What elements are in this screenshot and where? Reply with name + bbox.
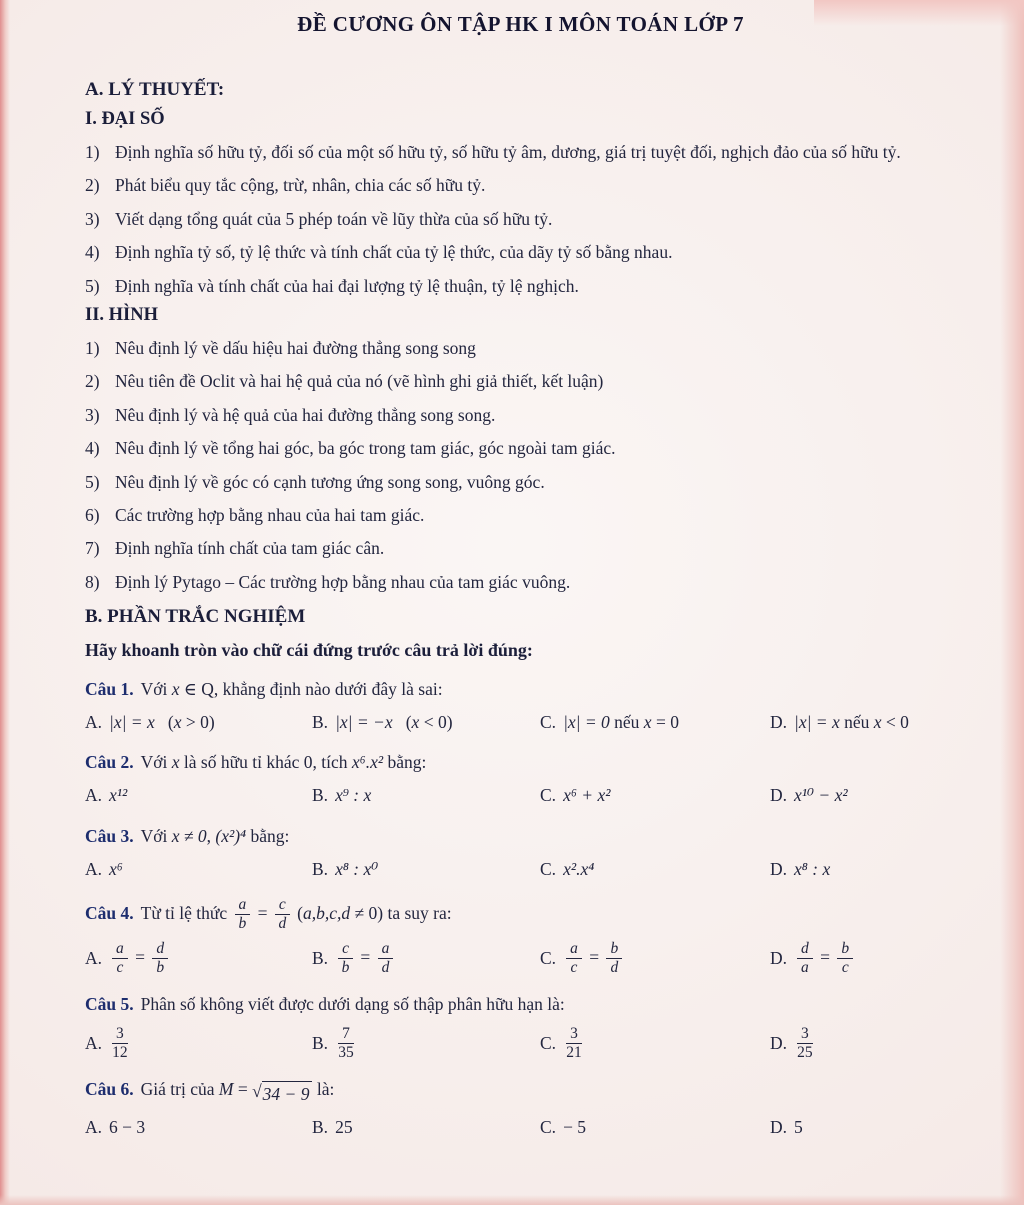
theory-item [85, 437, 956, 459]
fraction [797, 1026, 813, 1062]
geometry-list [85, 337, 956, 593]
fraction-denominator: 35 [338, 1043, 354, 1061]
choice-letter: C. [540, 1032, 557, 1053]
math-text: Với [140, 752, 172, 773]
item-number: 4) [85, 242, 100, 263]
choice-letter: A. [85, 711, 103, 732]
fraction [275, 897, 290, 933]
math-text: , [206, 825, 216, 846]
fraction-numerator: 3 [566, 1026, 582, 1044]
fraction-denominator: b [156, 959, 165, 976]
math-expression: x⁶ [109, 858, 123, 879]
math-text: > 0) [181, 711, 215, 732]
math-text: Từ tỉ lệ thức [140, 902, 232, 923]
math-text: 25 [335, 1117, 353, 1138]
square-root [252, 1081, 312, 1107]
theory-item [85, 404, 956, 426]
answer-choice [85, 784, 312, 808]
answer-choice [85, 857, 312, 881]
answer-choice [312, 710, 540, 734]
answer-choice [770, 784, 956, 808]
question-stem [85, 1077, 956, 1107]
question-label: Câu 1. [85, 679, 134, 700]
item-text: Phát biểu quy tắc cộng, trừ, nhân, chia các số hữu tỷ. [115, 175, 486, 196]
fraction [566, 1026, 582, 1062]
answer-choice [770, 710, 956, 734]
fraction-numerator: c [275, 897, 290, 915]
algebra-list [85, 141, 956, 297]
choice-content [335, 785, 371, 806]
fraction-numerator: 3 [112, 1026, 128, 1044]
choices-row [85, 710, 956, 734]
choice-letter: B. [312, 785, 329, 806]
fraction-denominator: c [116, 959, 124, 976]
fraction [837, 941, 853, 977]
choice-content [563, 859, 594, 880]
math-text: bằng: [383, 752, 427, 773]
fraction-numerator: 3 [797, 1026, 813, 1044]
choice-content [335, 1026, 357, 1062]
question-text [141, 679, 443, 699]
fraction [797, 941, 813, 977]
choice-letter: A. [85, 858, 103, 879]
choice-letter: A. [85, 1032, 103, 1053]
choice-content [109, 712, 215, 733]
choices-row [85, 857, 956, 881]
question [85, 1077, 956, 1139]
item-text: Định lý Pytago – Các trường hợp bằng nhau của tam giác vuông. [115, 571, 571, 592]
fraction [112, 941, 128, 977]
choice-content [335, 859, 378, 880]
choice-content [563, 712, 679, 733]
math-text: = [253, 902, 272, 923]
theory-item [85, 208, 956, 230]
math-expression: x⁹ : x [335, 785, 372, 806]
math-expression: (x²)⁴ [215, 825, 247, 846]
choice-letter: D. [770, 858, 788, 879]
math-expression: a,b,c,d [303, 902, 351, 923]
math-text: ( [154, 711, 174, 732]
fraction-denominator: c [841, 959, 849, 976]
question [85, 750, 956, 807]
choice-content [794, 941, 856, 977]
quiz-instruction: Hãy khoanh tròn vào chữ cái đứng trước câu trả lời đúng: [85, 640, 533, 661]
item-number: 1) [85, 142, 100, 162]
answer-choice [540, 784, 770, 808]
math-text: = 0 [651, 711, 679, 732]
math-text: = [355, 946, 375, 967]
item-text: Nêu định lý về dấu hiệu hai đường thẳng song song [115, 337, 476, 358]
choice-letter: D. [770, 1032, 788, 1053]
question [85, 824, 956, 881]
answer-choice [312, 857, 540, 881]
item-number: 4) [85, 438, 100, 459]
answer-choice [540, 857, 770, 881]
math-expression: x [171, 679, 180, 700]
choice-letter: C. [540, 711, 557, 732]
answer-choice [85, 1026, 312, 1062]
math-text: nếu [839, 711, 874, 732]
choice-letter: A. [85, 785, 103, 806]
choice-letter: C. [540, 948, 557, 968]
item-text: Định nghĩa số hữu tỷ, đối số của một số hữu tỷ, số hữu tỷ âm, dương, giá trị tuyệt đối, nghịch đảo của số hữu tỷ. [115, 142, 901, 162]
item-text: Định nghĩa và tính chất của hai đại lượng tỷ lệ thuận, tỷ lệ nghịch. [115, 275, 579, 296]
math-expression: x [873, 711, 882, 732]
choice-content [794, 785, 848, 806]
choice-letter: C. [540, 858, 557, 879]
heading-algebra: I. ĐẠI SỐ [85, 109, 165, 129]
question-stem [85, 824, 956, 849]
fraction [566, 941, 582, 977]
answer-choice [540, 1116, 770, 1140]
theory-item [85, 504, 956, 526]
math-expression: x².x⁴ [563, 858, 595, 879]
answer-choice [312, 941, 540, 977]
math-text: Với [140, 825, 172, 846]
fraction [338, 1026, 354, 1062]
fraction-numerator: a [112, 941, 128, 959]
item-number: 1) [85, 337, 100, 358]
choice-content [794, 859, 830, 880]
choice-content [109, 1117, 145, 1138]
item-number: 2) [85, 371, 100, 392]
theory-item [85, 241, 956, 263]
item-text: Nêu tiên đề Oclit và hai hệ quả của nó (vẽ hình ghi giả thiết, kết luận) [115, 371, 604, 392]
math-text: ( [292, 902, 303, 923]
question [85, 992, 956, 1061]
math-expression: |x| = 0 [563, 711, 610, 732]
choice-letter: D. [770, 785, 788, 806]
math-expression: x [171, 752, 180, 773]
math-text: 5 [794, 1117, 803, 1138]
fraction-denominator: d [381, 959, 390, 976]
choice-content [109, 941, 171, 977]
math-text: = [130, 946, 150, 967]
fraction-denominator: d [610, 959, 619, 976]
math-text: = [584, 946, 604, 967]
theory-item [85, 275, 956, 297]
item-number: 3) [85, 208, 100, 229]
item-text: Nêu định lý và hệ quả của hai đường thẳng song song. [115, 404, 496, 425]
answer-choice [540, 1026, 770, 1062]
choice-content [563, 941, 625, 977]
question-text [141, 752, 427, 772]
question [85, 677, 956, 734]
question-list [85, 677, 956, 1139]
fraction-numerator: a [378, 941, 394, 959]
math-text: Giá trị của [140, 1079, 219, 1100]
math-expression: x [643, 711, 652, 732]
math-expression: x⁸ : x [794, 858, 831, 879]
theory-item [85, 571, 956, 593]
choice-content [109, 859, 123, 880]
math-text: ≠ 0) ta suy ra: [350, 902, 452, 923]
math-expression: |x| = x [109, 711, 155, 732]
fraction-numerator: b [837, 941, 853, 959]
fraction-denominator: d [278, 915, 287, 933]
question-text [141, 826, 290, 846]
choice-letter: B. [312, 1117, 329, 1138]
choices-row [85, 1116, 956, 1140]
question-text [141, 994, 565, 1014]
question-label: Câu 5. [85, 994, 134, 1015]
choice-content [794, 712, 909, 733]
choice-content [794, 1026, 816, 1062]
choice-content [335, 1117, 353, 1138]
answer-choice [312, 1026, 540, 1062]
choice-content [109, 1026, 131, 1062]
fraction-denominator: b [341, 959, 350, 976]
math-expression: x ≠ 0 [171, 825, 207, 846]
fraction [235, 897, 251, 933]
math-text: ( [392, 711, 412, 732]
item-number: 6) [85, 504, 100, 525]
heading-quiz: B. PHẦN TRẮC NGHIỆM [85, 606, 306, 628]
choice-letter: A. [85, 1117, 103, 1138]
item-number: 5) [85, 471, 100, 492]
math-text: − 5 [563, 1117, 587, 1138]
fraction-numerator: c [338, 941, 353, 959]
choice-letter: D. [770, 948, 788, 968]
theory-item [85, 537, 956, 559]
answer-choice [770, 1116, 956, 1140]
math-expression: x [411, 711, 420, 732]
fraction-denominator: b [238, 915, 247, 933]
question-label: Câu 3. [85, 825, 134, 846]
fraction-denominator: a [801, 959, 809, 976]
item-number: 2) [85, 175, 100, 196]
item-text: Các trường hợp bằng nhau của hai tam giác. [115, 504, 425, 525]
theory-item [85, 174, 956, 196]
answer-choice [770, 1026, 956, 1062]
item-text: Nêu định lý về tổng hai góc, ba góc trong tam giác, góc ngoài tam giác. [115, 438, 616, 459]
fraction-denominator: 25 [797, 1043, 813, 1061]
math-expression: |x| = x [794, 711, 840, 732]
fraction [152, 941, 168, 977]
theory-item [85, 141, 956, 163]
question-label: Câu 6. [85, 1079, 134, 1100]
math-expression: x [173, 711, 182, 732]
choice-content [335, 712, 452, 733]
math-text: bằng: [246, 825, 290, 846]
theory-item [85, 471, 956, 493]
math-expression: x⁸ : x⁰ [335, 858, 379, 879]
answer-choice [312, 784, 540, 808]
math-text: 6 − 3 [109, 1117, 146, 1138]
question-stem [85, 677, 956, 702]
fraction-numerator: a [235, 897, 251, 915]
choice-content [563, 1117, 586, 1138]
choices-row [85, 941, 956, 977]
item-text: Định nghĩa tỷ số, tỷ lệ thức và tính chất của tỷ lệ thức, của dãy tỷ số bằng nhau. [115, 242, 673, 263]
question-stem [85, 992, 956, 1017]
math-text: < 0) [419, 711, 453, 732]
choice-content [109, 785, 127, 806]
math-text: Phân số không viết được dưới dạng số thập phân hữu hạn là: [140, 994, 565, 1015]
choice-letter: D. [770, 1117, 788, 1138]
page-title: ĐỀ CƯƠNG ÔN TẬP HK I MÔN TOÁN LỚP 7 [297, 12, 744, 36]
question-label: Câu 4. [85, 902, 134, 923]
answer-choice [540, 941, 770, 977]
math-expression: M [218, 1079, 234, 1100]
item-number: 7) [85, 538, 100, 559]
choice-letter: A. [85, 948, 103, 968]
fraction-numerator: b [606, 941, 622, 959]
item-number: 5) [85, 275, 100, 296]
choice-letter: B. [312, 858, 329, 879]
fraction [378, 941, 394, 977]
answer-choice [770, 857, 956, 881]
fraction-denominator: 12 [112, 1043, 128, 1061]
answer-choice [770, 941, 956, 977]
item-number: 8) [85, 571, 100, 592]
fraction [112, 1026, 128, 1062]
radicand: 34 − 9 [262, 1081, 313, 1107]
math-expression: x⁶ + x² [563, 785, 611, 806]
choice-content [794, 1117, 803, 1138]
choice-content [563, 785, 610, 806]
choice-content [335, 941, 396, 977]
fraction-numerator: a [566, 941, 582, 959]
question [85, 897, 956, 976]
answer-choice [85, 941, 312, 977]
theory-item [85, 337, 956, 359]
question-stem [85, 750, 956, 775]
choices-row [85, 1026, 956, 1062]
item-number: 3) [85, 404, 100, 425]
theory-item [85, 370, 956, 392]
question-stem [85, 897, 956, 933]
math-text: ∈ Q, khẳng định nào dưới đây là sai: [179, 679, 443, 700]
fraction-numerator: d [797, 941, 813, 959]
answer-choice [540, 710, 770, 734]
math-text: Với [140, 679, 172, 700]
math-text: = [815, 946, 835, 967]
math-text: là số hữu tỉ khác 0, tích [179, 752, 352, 773]
answer-choice [312, 1116, 540, 1140]
math-expression: x¹⁰ − x² [794, 785, 848, 806]
radical-sign: √ [252, 1081, 262, 1102]
math-text: nếu [609, 711, 644, 732]
item-text: Nêu định lý về góc có cạnh tương ứng song song, vuông góc. [115, 471, 545, 492]
question-text [140, 1079, 335, 1105]
choice-letter: B. [312, 948, 329, 968]
heading-theory: A. LÝ THUYẾT: [85, 79, 225, 100]
choice-letter: C. [540, 1117, 557, 1138]
fraction-denominator: 21 [566, 1043, 582, 1061]
heading-geometry: II. HÌNH [85, 304, 158, 325]
item-text: Viết dạng tổng quát của 5 phép toán về lũy thừa của số hữu tỷ. [115, 208, 553, 229]
math-expression: |x| = −x [335, 711, 393, 732]
math-text: là: [312, 1079, 335, 1100]
math-text: = [233, 1079, 253, 1100]
answer-choice [85, 710, 312, 734]
choices-row [85, 784, 956, 808]
fraction-numerator: 7 [338, 1026, 354, 1044]
choice-letter: B. [312, 711, 329, 732]
item-text: Định nghĩa tính chất của tam giác cân. [115, 538, 385, 559]
math-text: < 0 [881, 711, 909, 732]
question-label: Câu 2. [85, 752, 134, 773]
question-text [140, 896, 452, 933]
math-expression: x⁶.x² [351, 752, 384, 773]
math-expression: x¹² [109, 785, 128, 806]
choice-letter: C. [540, 785, 557, 806]
choice-content [563, 1026, 585, 1062]
fraction [606, 941, 622, 977]
choice-letter: B. [312, 1032, 329, 1053]
fraction-denominator: c [570, 959, 578, 976]
fraction [338, 941, 353, 977]
choice-letter: D. [770, 711, 788, 732]
fraction-numerator: d [152, 941, 168, 959]
answer-choice [85, 1116, 312, 1140]
